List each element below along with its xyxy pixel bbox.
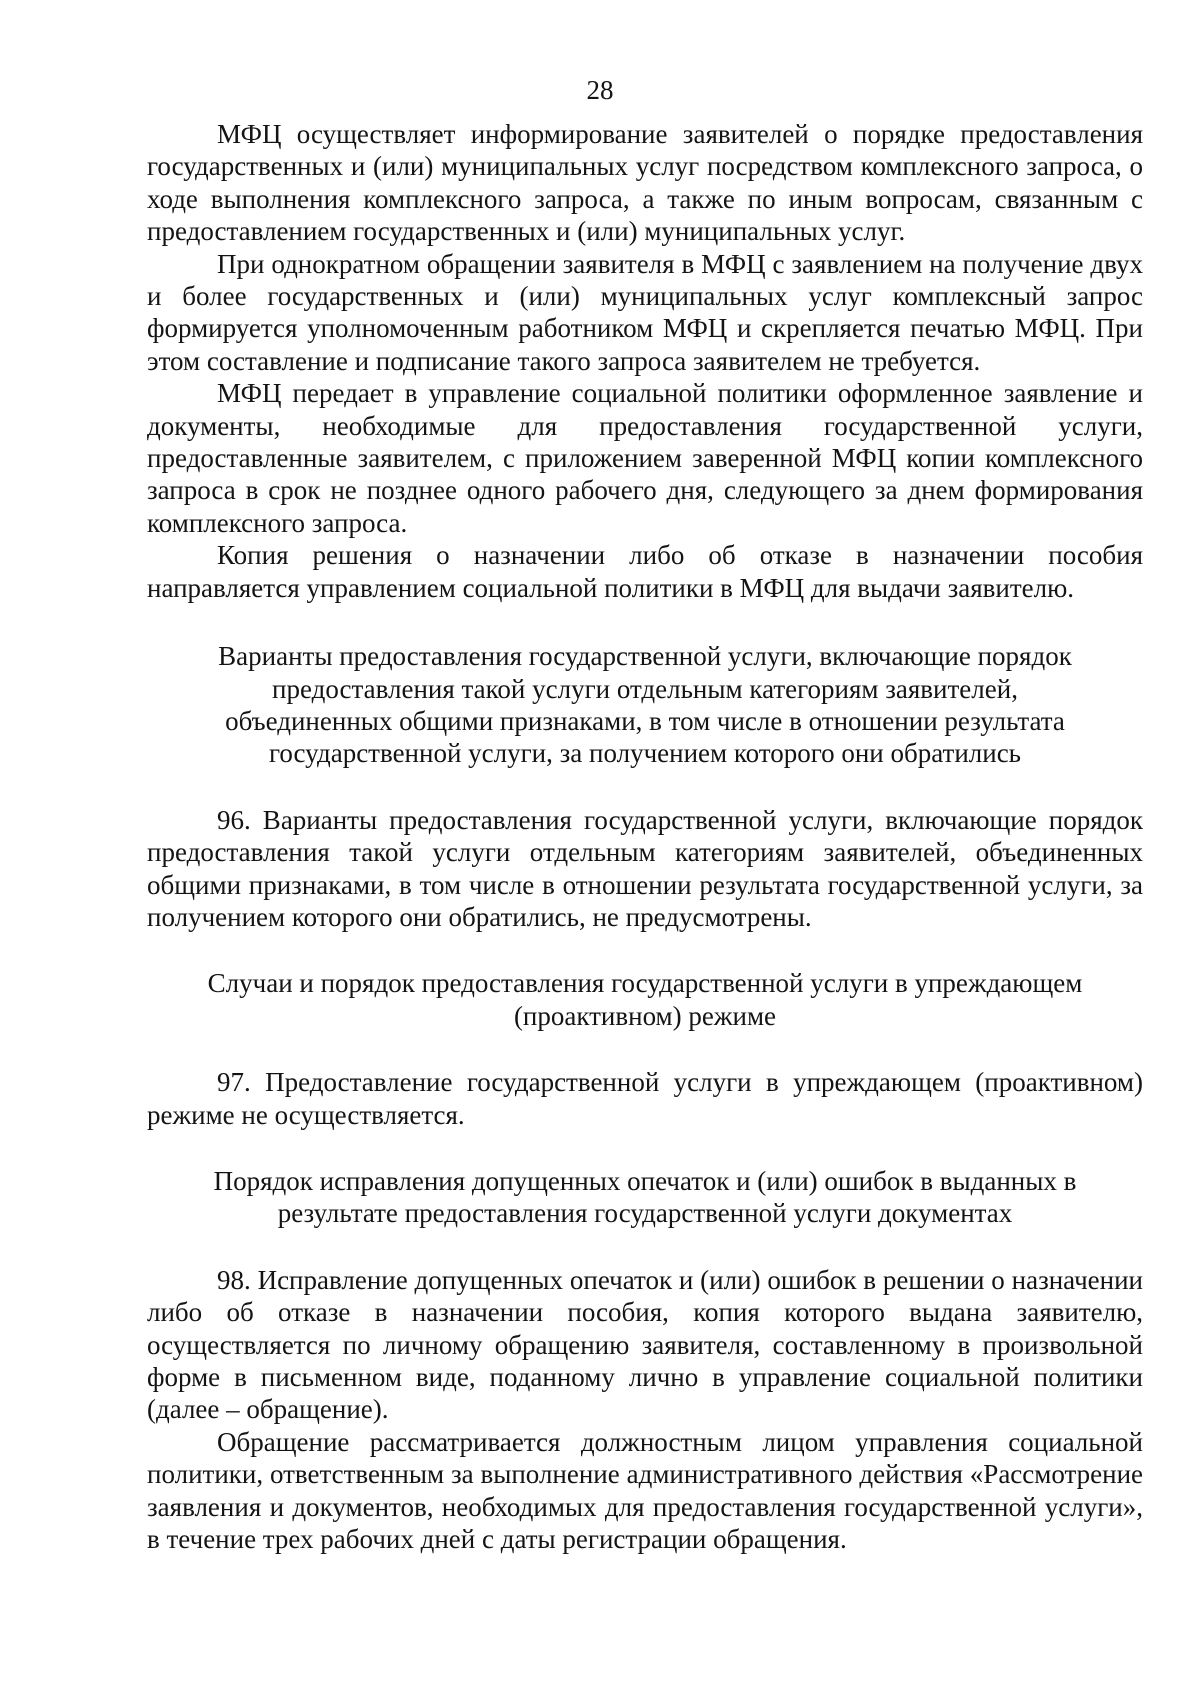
paragraph-mfc-transfer: МФЦ передает в управление социальной политики оформленное заявление и документы, необходимые для предоставления государственной услуги, предоставленные заявителем, с приложением заверенной МФЦ копии комплексного запроса в срок не позднее одного рабочего дня, следующего за днем формирования комплексного запроса. xyxy=(147,378,1143,538)
section-gap xyxy=(147,604,1143,640)
page-number: 28 xyxy=(586,75,614,105)
section-gap xyxy=(147,933,1143,967)
section-heading-proactive: Случаи и порядок предоставления государственной услуги в упреждающем (проактивном) режиме xyxy=(207,968,1083,1031)
section-gap xyxy=(147,1230,1143,1264)
section-gap xyxy=(147,1032,1143,1066)
paragraph-96: 96. Варианты предоставления государственной услуги, включающие порядок предоставления такой услуги отдельным категориям заявителей, объединенных общими признаками, в том числе в отношении результата государственной услуги, за получением которого они обратились, не предусмотрены. xyxy=(147,804,1143,932)
document-body xyxy=(147,118,1143,1555)
section-heading-corrections: Порядок исправления допущенных опечаток и (или) ошибок в выданных в результате предоставления государственной услуги документах xyxy=(213,1165,1077,1229)
paragraph-decision-copy: Копия решения о назначении либо об отказе в назначении пособия направляется управлением социальной политики в МФЦ для выдачи заявителю. xyxy=(147,540,1143,603)
section-heading-variants: Варианты предоставления государственной услуги, включающие порядок предоставления такой услуги отдельным категориям заявителей, объединенных общими признаками, в том числе в отношении результата государственной услуги, за получением которого они обратились xyxy=(218,641,1072,769)
paragraph-97: 97. Предоставление государственной услуги в упреждающем (проактивном) режиме не осуществляется. xyxy=(147,1067,1143,1130)
paragraph-appeal-review: Обращение рассматривается должностным лицом управления социальной политики, ответственным за выполнение административного действия «Рассмотрение заявления и документов, необходимых для предоставления государственной услуги», в течение трех рабочих дней с даты регистрации обращения. xyxy=(147,1426,1143,1555)
section-gap xyxy=(147,770,1143,804)
section-gap xyxy=(147,1131,1143,1165)
paragraph-complex-request: При однократном обращении заявителя в МФЦ с заявлением на получение двух и более государственных и (или) муниципальных услуг комплексный запрос формируется уполномоченным работником МФЦ и скрепляется печатью МФЦ. При этом составление и подписание такого запроса заявителем не требуется. xyxy=(147,248,1143,376)
paragraph-98: 98. Исправление допущенных опечаток и (или) ошибок в решении о назначении либо об отказе в назначении пособия, копия которого выдана заявителю, осуществляется по личному обращению заявителя, составленному в произвольной форме в письменном виде, поданному лично в управление социальной политики (далее – обращение). xyxy=(147,1264,1143,1425)
paragraph-mfc-informing: МФЦ осуществляет информирование заявителей о порядке предоставления государственных и (или) муниципальных услуг посредством комплексного запроса, о ходе выполнения комплексного запроса, а также по иным вопросам, связанным с предоставлением государственных и (или) муниципальных услуг. xyxy=(147,119,1143,247)
